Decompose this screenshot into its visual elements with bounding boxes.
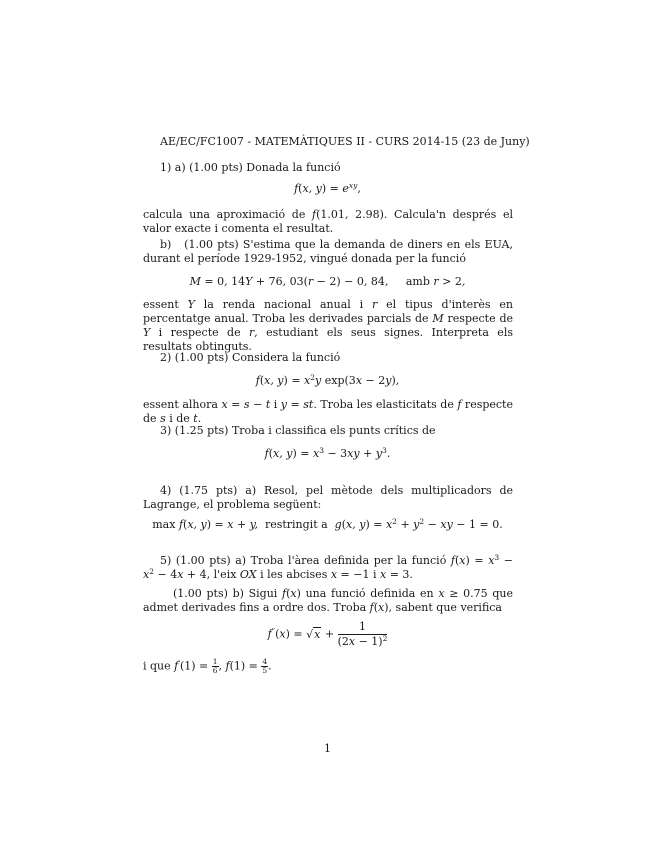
q3-formula: f(x, $y) = x^3 - 3xy + y^3$. — [264, 446, 391, 460]
q1b-text: b) (1.00 pts) S'estima que la demanda de diners en els EUA, durant el període 1929-1952, vingué donada per la funció — [143, 238, 513, 265]
q2-text: essent alhora x = s − t i y = st. Troba les elasticitats de f respecte de s i de t. — [143, 398, 513, 425]
q3-label: 3) (1.25 pts) Troba i classifica els punts crítics de — [160, 424, 436, 437]
q1a-label: 1) a) (1.00 pts) Donada la funció — [160, 161, 341, 174]
q5b-formula: f′′(x) = √x + $\frac{1}{(2x - 1)^2}$ — [267, 620, 388, 648]
q4-text: 4) (1.75 pts) a) Resol, pel mètode dels multiplicadors de Lagrange, el problema següent: — [143, 484, 513, 511]
q1b-text-2: essent Y la renda nacional anual i r el tipus d'interès en percentatge anual. Troba les derivades parcials de M respecte de Y i respecte de r, estudiant els seus signes. Interpreta els resultats obtinguts. — [143, 298, 514, 353]
q2-formula: f(x, $y) = x^2y$ exp(3x − 2y), — [255, 373, 400, 387]
q1b-formula: M = 0, 14Y + 76, 03(r − 2) − 0, 84, amb r > 2, — [189, 275, 466, 288]
q5b-text: (1.00 pts) b) Sigui f(x) una funció definida en x ≥ 0.75 que admet derivades fins a ordre dos. Troba f(x), sabent que verifica — [143, 587, 513, 614]
q1a-formula: f(x, $y) = e^{xy}$, — [294, 181, 361, 195]
q1a-text: calcula una aproximació de f(1.01, 2.98). Calcula'n després el valor exacte i comenta el resultat. — [143, 208, 513, 235]
q4-formula: max f(x, y) = x + y, restringit a g(x, $y) = x^2 + y^2$ − xy − 1 = 0. — [152, 517, 503, 531]
q5a-text: 5) (1.00 pts) a) Troba l'àrea definida per la funció $f(x) = x^3 - x^2 - 4x + 4$, l'eix OX i les abcises x = −1 i x = 3. — [143, 553, 513, 581]
page-number: 1 — [324, 742, 331, 755]
q5b-conditions: i que f′(1) = $\frac{1}{6}$ , f(1) = $\frac{4}{5}$ . — [143, 657, 272, 675]
exam-header: AE/EC/FC1007 - MATEMÀTIQUES II - CURS 2014-15 (23 de Juny) — [160, 135, 530, 148]
q2-label: 2) (1.00 pts) Considera la funció — [160, 351, 341, 364]
